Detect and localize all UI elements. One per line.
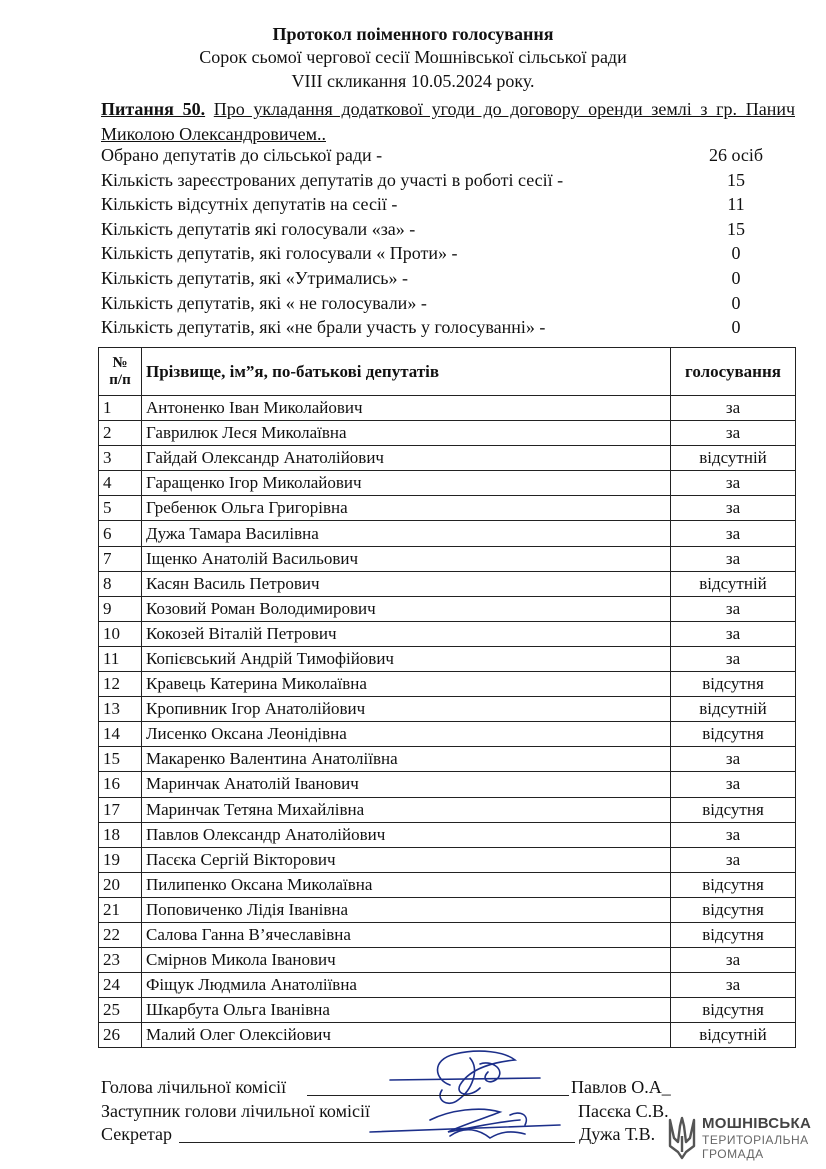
deputy-name: Козовий Роман Володимирович xyxy=(142,596,671,621)
vote-result: за xyxy=(671,471,796,496)
row-number: 23 xyxy=(99,948,142,973)
stat-label: Кількість депутатів які голосували «за» - xyxy=(101,218,416,239)
stat-row xyxy=(101,293,801,318)
row-number: 8 xyxy=(99,571,142,596)
stat-value: 11 xyxy=(727,194,745,215)
row-number: 26 xyxy=(99,1023,142,1048)
table-row xyxy=(99,446,796,471)
signature-secretary xyxy=(101,1124,701,1148)
stat-row xyxy=(101,243,801,268)
vote-result: відсутня xyxy=(671,897,796,922)
votes-table xyxy=(98,347,796,1048)
stat-label: Кількість депутатів, які «не брали участь у голосуванні» - xyxy=(101,317,546,338)
row-number: 4 xyxy=(99,471,142,496)
vote-result: відсутній xyxy=(671,571,796,596)
vote-result: за xyxy=(671,847,796,872)
table-row xyxy=(99,471,796,496)
deputy-name: Фіщук Людмила Анатоліївна xyxy=(142,973,671,998)
deputy-name: Лисенко Оксана Леонідівна xyxy=(142,722,671,747)
table-row xyxy=(99,872,796,897)
table-row xyxy=(99,421,796,446)
deputy-name: Павлов Олександр Анатолійович xyxy=(142,822,671,847)
document-title: Протокол поіменного голосування xyxy=(272,24,554,44)
deputy-name: Поповиченко Лідія Іванівна xyxy=(142,897,671,922)
table-row xyxy=(99,772,796,797)
vote-result: за xyxy=(671,747,796,772)
vote-result: за xyxy=(671,621,796,646)
vote-result: відсутня xyxy=(671,922,796,947)
deputy-name: Кокозей Віталій Петрович xyxy=(142,621,671,646)
stat-row xyxy=(101,219,801,244)
table-row xyxy=(99,797,796,822)
table-row xyxy=(99,396,796,421)
vote-result: за xyxy=(671,496,796,521)
table-row xyxy=(99,672,796,697)
stat-value: 15 xyxy=(727,169,745,190)
table-row xyxy=(99,922,796,947)
table-row xyxy=(99,948,796,973)
vote-result: відсутня xyxy=(671,797,796,822)
table-row xyxy=(99,722,796,747)
table-row xyxy=(99,521,796,546)
row-number: 5 xyxy=(99,496,142,521)
stat-value: 15 xyxy=(727,218,745,239)
table-row xyxy=(99,646,796,671)
deputy-name: Антоненко Іван Миколайович xyxy=(142,396,671,421)
row-number: 6 xyxy=(99,521,142,546)
deputy-name: Пилипенко Оксана Миколаївна xyxy=(142,872,671,897)
vote-result: за xyxy=(671,973,796,998)
vote-result: за xyxy=(671,521,796,546)
row-number: 25 xyxy=(99,998,142,1023)
row-number: 14 xyxy=(99,722,142,747)
vote-result: відсутній xyxy=(671,1023,796,1048)
signature-chair xyxy=(101,1077,701,1101)
deputy-name: Копієвський Андрій Тимофійович xyxy=(142,646,671,671)
row-number: 18 xyxy=(99,822,142,847)
deputy-role: Заступник голови лічильної комісії xyxy=(101,1101,370,1121)
stat-row xyxy=(101,145,801,170)
deputy-name: Гайдай Олександр Анатолійович xyxy=(142,446,671,471)
deputy-name: Салова Ганна В’ячеславівна xyxy=(142,922,671,947)
header-name: Прізвище, ім”я, по-батькові депутатів xyxy=(142,348,671,396)
convocation-date: VIII скликання 10.05.2024 року. xyxy=(291,71,535,91)
stat-value: 26 осіб xyxy=(708,145,764,165)
stat-value: 0 xyxy=(731,317,741,338)
vote-result: відсутня xyxy=(671,872,796,897)
vote-result: відсутній xyxy=(671,697,796,722)
vote-result: за xyxy=(671,772,796,797)
header-number xyxy=(99,348,142,396)
logo-line1: ТЕРИТОРІАЛЬНА xyxy=(702,1133,809,1147)
row-number: 16 xyxy=(99,772,142,797)
vote-result: за xyxy=(671,396,796,421)
deputy-name: Маринчак Тетяна Михайлівна xyxy=(142,797,671,822)
deputy-name: Пасєка С.В. xyxy=(578,1101,669,1121)
table-row xyxy=(99,973,796,998)
header-number-line1: № xyxy=(112,354,128,371)
deputy-name: Малий Олег Олексійович xyxy=(142,1023,671,1048)
stat-value: 0 xyxy=(731,292,741,313)
table-row xyxy=(99,571,796,596)
stat-value: 0 xyxy=(731,243,741,264)
table-row xyxy=(99,496,796,521)
chair-signature-line xyxy=(307,1095,569,1096)
row-number: 1 xyxy=(99,396,142,421)
stat-value: 0 xyxy=(731,267,741,288)
deputy-name: Дужа Тамара Василівна xyxy=(142,521,671,546)
row-number: 15 xyxy=(99,747,142,772)
row-number: 20 xyxy=(99,872,142,897)
row-number: 9 xyxy=(99,596,142,621)
vote-result: відсутня xyxy=(671,998,796,1023)
deputy-name: Гаращенко Ігор Миколайович xyxy=(142,471,671,496)
row-number: 24 xyxy=(99,973,142,998)
table-row xyxy=(99,747,796,772)
chair-role: Голова лічильної комісії xyxy=(101,1077,287,1097)
vote-result: за xyxy=(671,596,796,621)
table-row xyxy=(99,822,796,847)
trident-icon xyxy=(668,1116,696,1160)
secretary-signature-line xyxy=(179,1142,575,1143)
vote-result: відсутній xyxy=(671,446,796,471)
deputy-name: Пасєка Сергій Вікторович xyxy=(142,847,671,872)
stat-row xyxy=(101,268,801,293)
row-number: 19 xyxy=(99,847,142,872)
row-number: 10 xyxy=(99,621,142,646)
header-number-line2: п/п xyxy=(109,371,131,388)
vote-statistics xyxy=(101,145,801,342)
deputy-name: Касян Василь Петрович xyxy=(142,571,671,596)
deputy-name: Маринчак Анатолій Іванович xyxy=(142,772,671,797)
table-header-row xyxy=(99,348,796,396)
stat-label: Обрано депутатів до сільської ради - xyxy=(101,145,383,165)
stat-label: Кількість депутатів, які «Утримались» - xyxy=(101,267,408,288)
table-row xyxy=(99,998,796,1023)
vote-result: за xyxy=(671,948,796,973)
chair-name: Павлов О.А_ xyxy=(571,1077,671,1097)
stat-label: Кількість зареєстрованих депутатів до участі в роботі сесії - xyxy=(101,169,564,190)
vote-result: за xyxy=(671,822,796,847)
table-row xyxy=(99,546,796,571)
row-number: 17 xyxy=(99,797,142,822)
deputy-name: Макаренко Валентина Анатоліївна xyxy=(142,747,671,772)
row-number: 7 xyxy=(99,546,142,571)
table-row xyxy=(99,621,796,646)
stat-row xyxy=(101,317,801,342)
vote-result: відсутня xyxy=(671,722,796,747)
table-row xyxy=(99,596,796,621)
stat-label: Кількість депутатів, які « не голосували» - xyxy=(101,292,427,313)
logo-line2: ГРОМАДА xyxy=(702,1147,764,1161)
table-row xyxy=(99,897,796,922)
vote-result: відсутня xyxy=(671,672,796,697)
deputy-name: Шкарбута Ольга Іванівна xyxy=(142,998,671,1023)
stat-label: Кількість депутатів, які голосували « Проти» - xyxy=(101,243,458,264)
question-text: Про укладання додаткової угоди до договору оренди землі з гр. Панич Миколою Олександровичем.. xyxy=(101,99,796,144)
secretary-name: Дужа Т.В. xyxy=(579,1124,656,1144)
deputy-name: Кравець Катерина Миколаївна xyxy=(142,672,671,697)
stat-row xyxy=(101,194,801,219)
row-number: 11 xyxy=(99,646,142,671)
table-row xyxy=(99,847,796,872)
vote-result: за xyxy=(671,546,796,571)
secretary-role: Секретар xyxy=(101,1124,173,1144)
signature-deputy xyxy=(101,1101,701,1125)
session-subtitle: Сорок сьомої чергової сесії Мошнівської сільської ради xyxy=(199,47,627,67)
table-row xyxy=(99,697,796,722)
stat-row xyxy=(101,170,801,195)
row-number: 3 xyxy=(99,446,142,471)
row-number: 21 xyxy=(99,897,142,922)
deputy-name: Гаврилюк Леся Миколаївна xyxy=(142,421,671,446)
header-vote: голосування xyxy=(671,348,796,396)
vote-result: за xyxy=(671,421,796,446)
question-number: Питання 50. xyxy=(101,99,206,119)
deputy-name: Гребенюк Ольга Григорівна xyxy=(142,496,671,521)
question-block xyxy=(101,97,795,147)
stat-label: Кількість відсутніх депутатів на сесії - xyxy=(101,194,398,215)
logo-name: МОШНІВСЬКА xyxy=(702,1115,812,1132)
deputy-name: Смірнов Микола Іванович xyxy=(142,948,671,973)
community-logo xyxy=(668,1114,818,1164)
row-number: 22 xyxy=(99,922,142,947)
vote-result: за xyxy=(671,646,796,671)
deputy-name: Іщенко Анатолій Васильович xyxy=(142,546,671,571)
row-number: 13 xyxy=(99,697,142,722)
row-number: 2 xyxy=(99,421,142,446)
row-number: 12 xyxy=(99,672,142,697)
deputy-name: Кропивник Ігор Анатолійович xyxy=(142,697,671,722)
